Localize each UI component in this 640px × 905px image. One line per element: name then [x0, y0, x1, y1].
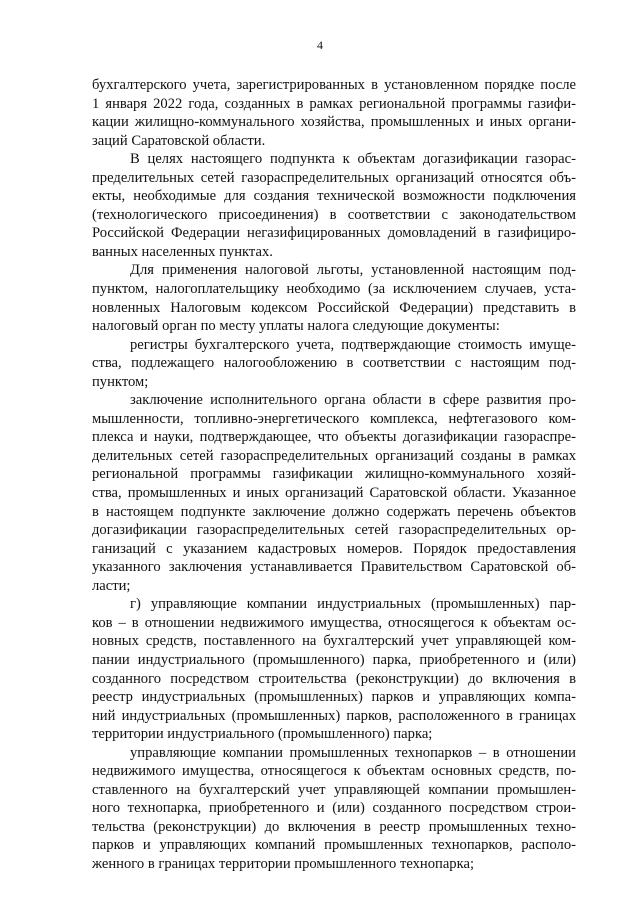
- text-line: 1 января 2022 года, созданных в рамках региональной программы газифи-: [92, 95, 576, 112]
- text-line: В целях настоящего подпункта к объектам догазификации газорас-: [130, 151, 576, 168]
- text-line: заключение исполнительного органа области в сфере развития про-: [130, 392, 576, 409]
- text-line: плекса и науки, подтверждающее, что объекты догазификации газораспре-: [92, 429, 576, 446]
- text-line: Для применения налоговой льготы, установленной настоящим под-: [130, 262, 576, 279]
- text-line: ства, подлежащего налогообложению в соответствии с настоящим под-: [92, 355, 576, 372]
- text-line: недвижимого имущества, относящегося к объектам основных средств, по-: [92, 763, 576, 780]
- text-line: женного в границах территории промышленного технопарка;: [92, 855, 475, 872]
- text-line: г) управляющие компании индустриальных (промышленных) пар-: [130, 596, 576, 613]
- text-line: бухгалтерского учета, зарегистрированных в установленном порядке после: [92, 77, 576, 93]
- text-line: догазификации газораспределительных сетей газораспределительных ор-: [92, 522, 576, 539]
- text-line: ганизаций с указанием кадастровых номеров. Порядок предоставления: [92, 540, 576, 557]
- text-line: екты, необходимые для создания технической возможности подключения: [92, 188, 576, 205]
- text-line: в настоящем подпункте заключение должно содержать перечень объектов: [92, 503, 576, 520]
- text-line: указанного заключения устанавливается Правительством Саратовской об-: [92, 559, 576, 576]
- body-text: [92, 76, 576, 874]
- text-line: пании индустриального (промышленного) парка, приобретенного и (или): [92, 651, 576, 668]
- text-line: Российской Федерации негазифицированных домовладений в газифициро-: [92, 225, 576, 242]
- text-line: регистры бухгалтерского учета, подтверждающие стоимость имуще-: [130, 336, 576, 353]
- text-line: кации жилищно-коммунального хозяйства, промышленных и иных органи-: [92, 114, 576, 131]
- text-line: делительных сетей газораспределительных организаций созданы в рамках: [92, 447, 576, 464]
- text-line: территории индустриального (промышленного) парка;: [92, 726, 433, 743]
- text-line: новных средств, поставленного на бухгалтерский учет управляющей ком-: [92, 633, 576, 650]
- text-line: созданного посредством строительства (реконструкции) до включения в: [92, 670, 576, 687]
- text-line: реестр индустриальных (промышленных) парков и управляющих компа-: [92, 689, 576, 706]
- text-line: управляющие компании промышленных технопарков – в отношении: [130, 744, 576, 761]
- text-line: ласти;: [92, 577, 131, 594]
- text-line: (технологического присоединения) в соответствии с законодательством: [92, 206, 576, 223]
- text-line: новленных Налоговым кодексом Российской Федерации) представить в: [92, 299, 576, 316]
- text-line: ного технопарка, приобретенного и (или) созданного посредством строи-: [92, 800, 576, 817]
- text-line: тельства (реконструкции) до включения в реестр промышленных техно-: [92, 818, 576, 835]
- text-line: ванных населенных пунктах.: [92, 243, 273, 260]
- text-line: налоговый орган по месту уплаты налога следующие документы:: [92, 318, 500, 335]
- text-line: региональной программы газификации жилищно-коммунального хозяй-: [92, 466, 576, 483]
- text-line: мышленности, топливно-энергетического комплекса, нефтегазового ком-: [92, 410, 576, 427]
- text-line: ставленного на бухгалтерский учет управляющей компании промышлен-: [92, 781, 576, 798]
- text-line: ства, промышленных и иных организаций Саратовской области. Указанное: [92, 485, 576, 502]
- text-line: пределительных сетей газораспределительных организаций относятся объ-: [92, 169, 576, 186]
- text-line: заций Саратовской области.: [92, 132, 266, 149]
- text-line: ний индустриальных (промышленных) парков, расположенного в границах: [92, 707, 576, 724]
- text-line: ков – в отношении недвижимого имущества, относящегося к объектам ос-: [92, 614, 576, 631]
- text-line: пунктом, налогоплательщику необходимо (за исключением случаев, уста-: [92, 281, 576, 298]
- text-line: пунктом;: [92, 373, 149, 390]
- page-number: 4: [317, 38, 323, 52]
- text-line: парков и управляющих компаний промышленных технопарков, располо-: [92, 837, 576, 854]
